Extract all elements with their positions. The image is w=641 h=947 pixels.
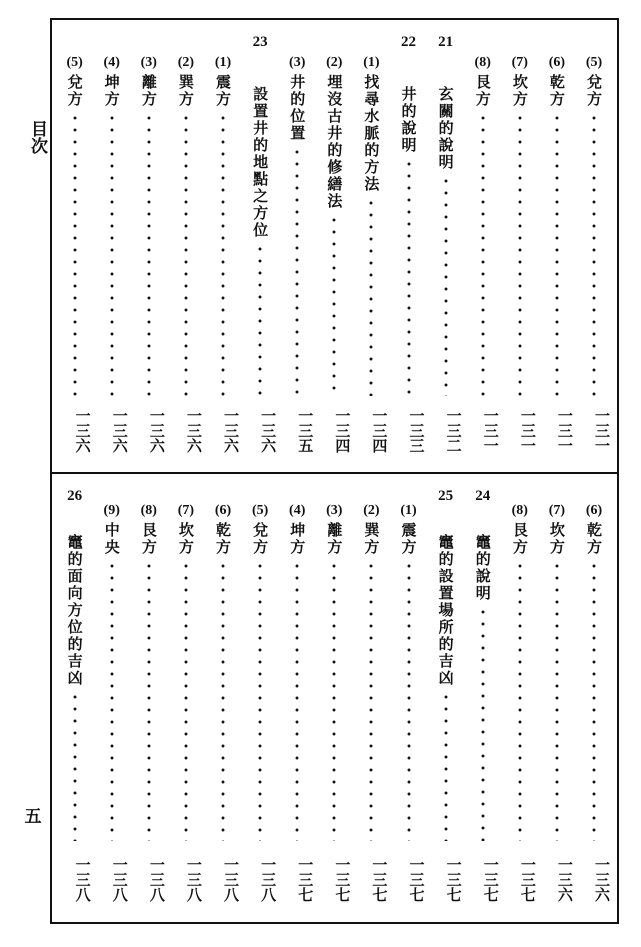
entry-body	[354, 504, 388, 841]
entry-title: 坎方	[510, 74, 529, 108]
entry-title: 竈的設置場所的吉凶	[436, 534, 455, 687]
subitem-marker: (3)	[289, 55, 306, 70]
entry-title: 坎方	[547, 522, 566, 556]
toc-entry[interactable]	[577, 20, 611, 472]
toc-bottom-row	[52, 474, 617, 924]
entry-body	[132, 504, 166, 841]
toc-entry[interactable]	[429, 474, 463, 924]
entry-body	[466, 534, 500, 841]
entry-page-number: 一三八	[184, 857, 203, 902]
entry-title: 震方	[214, 74, 232, 108]
entry-page-number: 一三四	[370, 408, 389, 453]
toc-entry[interactable]	[280, 20, 314, 472]
toc-entry[interactable]	[280, 474, 314, 924]
toc-entry[interactable]	[132, 20, 166, 472]
subitem-marker: (7)	[548, 503, 566, 518]
dot-leader	[518, 112, 522, 396]
subitem-marker: (1)	[214, 55, 232, 70]
dot-leader	[555, 112, 559, 396]
dot-leader	[258, 243, 262, 396]
entry-title: 坎方	[176, 522, 195, 556]
entry-title: 兌方	[251, 522, 270, 556]
entry-page-number: 一三七	[370, 857, 389, 902]
entry-title: 兌方	[65, 74, 84, 108]
entry-body	[280, 56, 314, 396]
entry-body	[58, 534, 92, 841]
entry-page-number: 一三三	[407, 408, 426, 453]
entry-page-number: 一三七	[444, 857, 463, 902]
entry-page-number: 一三二	[444, 408, 463, 453]
entry-body	[58, 56, 92, 396]
toc-entry[interactable]	[95, 20, 129, 472]
entry-title: 乾方	[585, 522, 603, 556]
entry-body	[392, 86, 426, 396]
dot-leader	[555, 560, 559, 841]
subitem-marker: (3)	[140, 55, 157, 70]
dot-leader	[258, 560, 262, 841]
toc-entry[interactable]	[132, 474, 166, 924]
entry-page-number: 一三八	[73, 857, 92, 902]
toc-entry[interactable]	[58, 474, 92, 924]
dot-leader	[221, 112, 225, 396]
dot-leader	[295, 560, 299, 841]
entry-body	[206, 504, 240, 841]
entry-title: 離方	[325, 522, 344, 556]
toc-entry[interactable]	[466, 20, 500, 472]
dot-leader	[332, 214, 336, 396]
entry-page-number: 一三一	[555, 408, 574, 453]
entry-title: 巽方	[176, 74, 195, 108]
entry-title: 兌方	[585, 74, 603, 108]
subitem-marker: (2)	[326, 55, 343, 70]
subitem-marker: (7)	[177, 503, 195, 518]
section-number: 25	[438, 488, 454, 504]
toc-entry[interactable]	[169, 474, 203, 924]
entry-body	[392, 504, 426, 841]
entry-body	[169, 56, 203, 396]
subitem-marker: (8)	[140, 503, 157, 518]
dot-leader	[184, 560, 188, 841]
dot-leader	[592, 560, 596, 841]
entry-title: 艮方	[473, 74, 492, 108]
dot-leader	[481, 606, 485, 841]
entry-body	[466, 56, 500, 396]
entry-title: 中央	[102, 522, 121, 556]
section-number: 26	[67, 488, 83, 504]
subitem-marker: (9)	[103, 503, 120, 518]
dot-leader	[369, 197, 373, 396]
subitem-marker: (4)	[289, 503, 306, 518]
entry-body	[577, 56, 611, 396]
subitem-marker: (1)	[363, 55, 380, 70]
entry-title: 乾方	[547, 74, 566, 108]
dot-leader	[147, 560, 151, 841]
dot-leader	[481, 112, 485, 396]
section-number: 21	[438, 34, 454, 50]
entry-title: 找尋水脈的方法	[362, 74, 381, 193]
entry-page-number: 一三六	[73, 408, 92, 453]
entry-title: 坤方	[102, 74, 121, 108]
entry-page-number: 一三六	[147, 408, 166, 453]
subitem-marker: (5)	[66, 55, 83, 70]
entry-page-number: 一三八	[259, 857, 278, 902]
dot-leader	[592, 112, 596, 396]
subitem-marker: (6)	[548, 55, 566, 70]
entry-body	[540, 504, 574, 841]
entry-title: 設置井的地點之方位	[251, 86, 270, 239]
entry-title: 離方	[139, 74, 158, 108]
entry-body	[132, 56, 166, 396]
toc-entry[interactable]	[429, 20, 463, 472]
entry-page-number: 一三七	[407, 857, 426, 902]
subitem-marker: (4)	[103, 55, 120, 70]
toc-entry[interactable]	[206, 474, 240, 924]
toc-entry[interactable]	[317, 474, 351, 924]
dot-leader	[110, 560, 114, 841]
entry-page-number: 一三六	[110, 408, 129, 453]
toc-entry[interactable]	[354, 20, 388, 472]
entry-page-number: 一三八	[222, 857, 240, 902]
dot-leader	[444, 691, 448, 841]
subitem-marker: (2)	[363, 503, 380, 518]
section-number: 23	[252, 34, 268, 50]
entry-title: 艮方	[510, 522, 529, 556]
subitem-marker: (5)	[585, 55, 603, 70]
dot-leader	[295, 146, 299, 396]
toc-entry[interactable]	[577, 474, 611, 924]
entry-title: 乾方	[214, 522, 232, 556]
entry-page-number: 一三八	[147, 857, 166, 902]
entry-page-number: 一三一	[593, 408, 611, 453]
dot-leader	[444, 175, 448, 396]
subitem-marker: (6)	[214, 503, 232, 518]
entry-page-number: 一三一	[518, 408, 537, 453]
entry-page-number: 一三六	[259, 408, 278, 453]
entry-title: 竈的面向方位的吉凶	[65, 534, 84, 687]
entry-body	[169, 504, 203, 841]
entry-body	[95, 56, 129, 396]
entry-body	[503, 56, 537, 396]
dot-leader	[369, 560, 373, 841]
entry-page-number: 一三六	[184, 408, 203, 453]
entry-body	[577, 504, 611, 841]
entry-page-number: 一三六	[222, 408, 240, 453]
toc-entry[interactable]	[95, 474, 129, 924]
entry-body	[354, 56, 388, 396]
page-number: 五	[24, 807, 42, 827]
dot-leader	[407, 560, 411, 841]
toc-frame	[50, 18, 619, 924]
subitem-marker: (6)	[585, 503, 603, 518]
toc-entry[interactable]	[503, 20, 537, 472]
dot-leader	[110, 112, 114, 396]
toc-entry[interactable]	[206, 20, 240, 472]
entry-body	[540, 56, 574, 396]
entry-body	[280, 504, 314, 841]
entry-page-number: 一三一	[481, 408, 500, 453]
entry-title: 埋沒古井的修繕法	[325, 74, 344, 210]
dot-leader	[221, 560, 225, 841]
subitem-marker: (3)	[326, 503, 343, 518]
dot-leader	[147, 112, 151, 396]
entry-page-number: 一三七	[518, 857, 537, 902]
entry-body	[503, 504, 537, 841]
dot-leader	[518, 560, 522, 841]
entry-title: 艮方	[139, 522, 158, 556]
entry-page-number: 一三六	[593, 857, 611, 902]
toc-entry[interactable]	[540, 474, 574, 924]
entry-title: 井的位置	[288, 74, 307, 142]
toc-entry[interactable]	[243, 474, 277, 924]
section-number: 22	[401, 34, 416, 50]
toc-entry[interactable]	[169, 20, 203, 472]
dot-leader	[73, 112, 77, 396]
toc-entry[interactable]	[540, 20, 574, 472]
subitem-marker: (8)	[511, 503, 528, 518]
subitem-marker: (8)	[474, 55, 491, 70]
subitem-marker: (5)	[251, 503, 269, 518]
entry-page-number: 一三七	[296, 857, 315, 902]
entry-body	[95, 504, 129, 841]
entry-page-number: 一三八	[110, 857, 129, 902]
entry-body	[317, 56, 351, 396]
toc-entry[interactable]	[503, 474, 537, 924]
section-number: 24	[475, 488, 491, 504]
entry-title: 竈的說明	[473, 534, 492, 602]
entry-title: 坤方	[288, 522, 307, 556]
toc-entry[interactable]	[58, 20, 92, 472]
entry-body	[206, 56, 240, 396]
entry-body	[243, 86, 277, 396]
entry-title: 巽方	[362, 522, 381, 556]
entry-title: 井的說明	[399, 86, 418, 154]
dot-leader	[184, 112, 188, 396]
entry-title: 玄關的說明	[436, 86, 455, 171]
entry-body	[317, 504, 351, 841]
toc-entry[interactable]	[354, 474, 388, 924]
toc-top-row	[52, 20, 617, 472]
entry-title: 震方	[399, 522, 418, 556]
toc-entry[interactable]	[317, 20, 351, 472]
dot-leader	[73, 691, 77, 841]
entry-page-number: 一三五	[296, 408, 315, 453]
toc-entry[interactable]	[392, 20, 426, 472]
subitem-marker: (2)	[177, 55, 195, 70]
entry-body	[429, 86, 463, 396]
entry-body	[243, 504, 277, 841]
entry-page-number: 一三七	[333, 857, 352, 902]
subitem-marker: (1)	[400, 503, 417, 518]
entry-page-number: 一三六	[555, 857, 574, 902]
toc-entry[interactable]	[243, 20, 277, 472]
entry-page-number: 一三四	[333, 408, 352, 453]
dot-leader	[332, 560, 336, 841]
subitem-marker: (7)	[511, 55, 528, 70]
entry-body	[429, 534, 463, 841]
dot-leader	[407, 158, 411, 396]
contents-margin-label: 目次	[27, 120, 47, 154]
toc-entry[interactable]	[392, 474, 426, 924]
entry-page-number: 一三七	[481, 857, 500, 902]
toc-entry[interactable]	[466, 474, 500, 924]
